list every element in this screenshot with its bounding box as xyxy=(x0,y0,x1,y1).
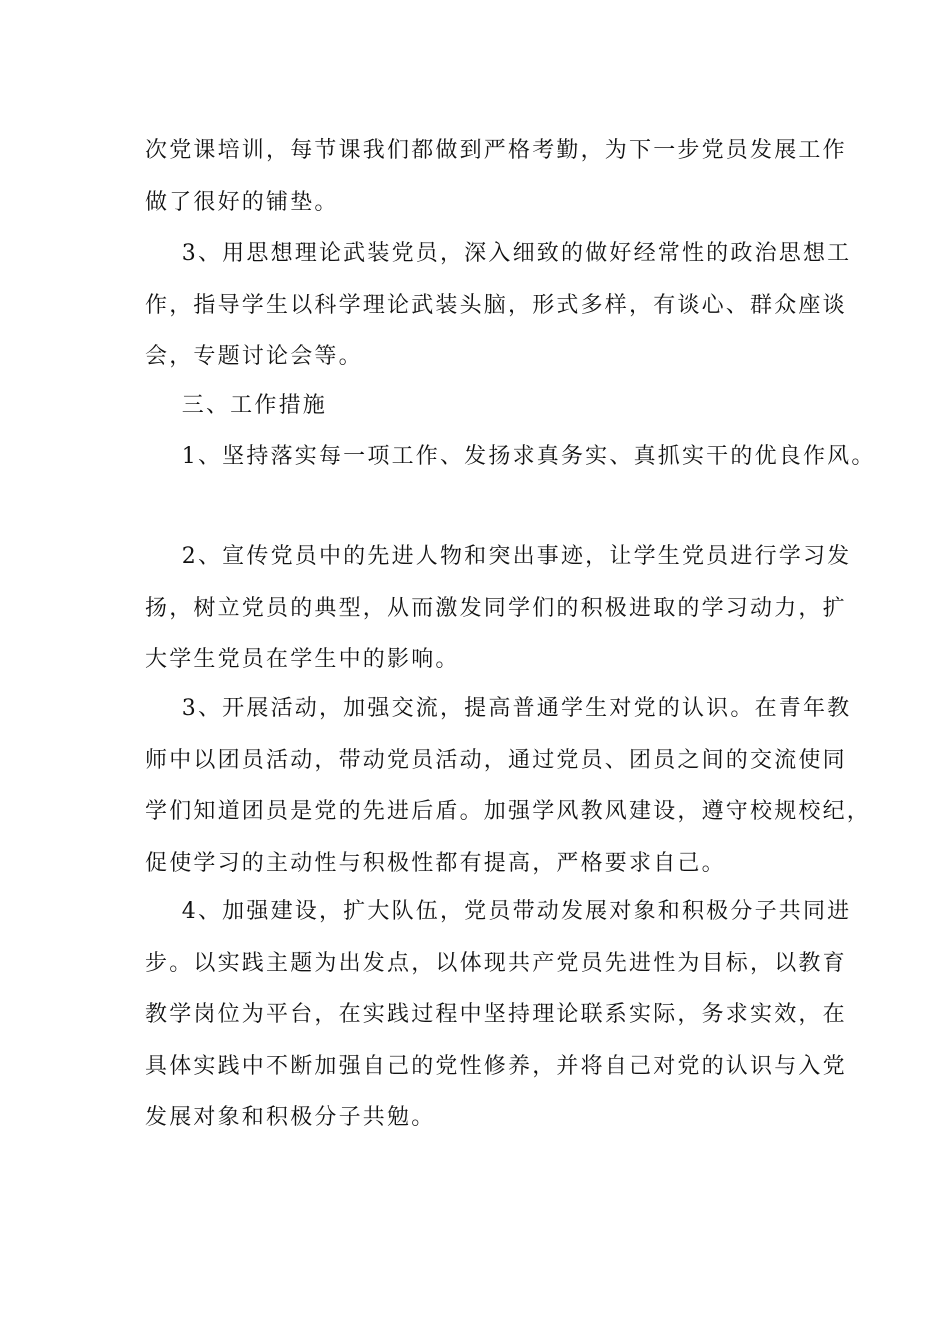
text-line: 师中以团员活动，带动党员活动，通过党员、团员之间的交流使同 xyxy=(145,747,847,773)
text-line: 会，专题讨论会等。 xyxy=(145,344,363,369)
text-line: 做了很好的铺垫。 xyxy=(145,189,339,215)
section-title: 三、工作措施 xyxy=(145,393,327,418)
section-heading-work-measures xyxy=(145,380,825,432)
text-line: 大学生党员在学生中的影响。 xyxy=(145,647,460,672)
paragraph-item-3-ideology xyxy=(145,228,852,383)
text-line: 次党课培训，每节课我们都做到严格考勤，为下一步党员发展工作 xyxy=(145,138,847,163)
text-line: 3、开展活动，加强交流，提高普通学生对党的认识。在青年教 xyxy=(145,696,852,721)
paragraph-continuation xyxy=(145,125,847,228)
text-line: 步。以实践主题为出发点，以体现共产党员先进性为目标，以教育 xyxy=(145,950,847,976)
text-line: 教学岗位为平台，在实践过程中坚持理论联系实际，务求实效，在 xyxy=(145,1002,847,1027)
text-line: 学们知道团员是党的先进后盾。加强学风教风建设，遵守校规校纪， xyxy=(145,799,872,824)
text-line: 扬，树立党员的典型，从而激发同学们的积极进取的学习动力，扩 xyxy=(145,595,847,621)
text-line: 具体实践中不断加强自己的党性修养，并将自己对党的认识与入党 xyxy=(145,1053,847,1079)
text-line: 1、坚持落实每一项工作、发扬求真务实、真抓实干的优良作风。 xyxy=(145,444,876,469)
text-line: 3、用思想理论武装党员，深入细致的做好经常性的政治思想工 xyxy=(145,241,852,266)
text-line: 作，指导学生以科学理论武装头脑，形式多样，有谈心、群众座谈 xyxy=(145,292,847,318)
text-line: 促使学习的主动性与积极性都有提高，严格要求自己。 xyxy=(145,850,726,876)
paragraph-measure-2 xyxy=(145,531,852,686)
text-line: 4、加强建设，扩大队伍，党员带动发展对象和积极分子共同进 xyxy=(145,899,852,924)
paragraph-measure-1 xyxy=(145,431,876,483)
text-line: 发展对象和积极分子共勉。 xyxy=(145,1105,436,1130)
text-line: 2、宣传党员中的先进人物和突出事迹，让学生党员进行学习发 xyxy=(145,544,852,569)
paragraph-measure-4 xyxy=(145,886,852,1144)
paragraph-measure-3 xyxy=(145,683,872,889)
